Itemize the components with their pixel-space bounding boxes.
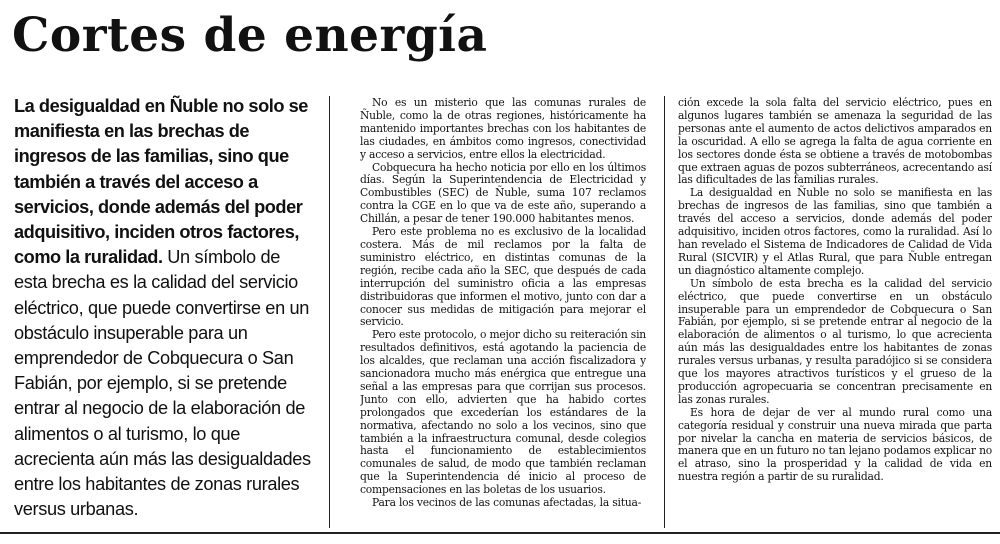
lead-paragraph <box>14 94 314 522</box>
lead-bold-text: La desigualdad en Ñuble no solo se manifiesta en las brechas de ingresos de las familias, sino que también a través del acceso a servicios, donde además del poder adquisitivo, inciden otros factores, como la ruralidad. <box>14 96 308 268</box>
paragraph: Para los vecinos de las comunas afectadas, la situa- <box>372 496 642 510</box>
bottom-rule <box>0 532 1000 534</box>
column-divider-right <box>664 96 665 528</box>
column-divider-left <box>329 96 330 528</box>
lead-regular-text: Un símbolo de esta brecha es la calidad del servicio eléctrico, que puede convertirse en un obstáculo insuperable para un emprendedor de Cobquecura o San Fabián, por ejemplo, si se pretende entrar al negocio de la elaboración de alimentos o al turismo, lo que acrecienta aún más las desigualdades entre los habitantes de zonas rurales versus urbanas. <box>14 247 311 520</box>
paragraph-continued: ción excede la sola falta del servicio eléctrico, pues en algunos lugares también se amenaza la seguridad de las personas ante el aumento de actos delictivos amparados en la oscuridad. A ello se agrega la falta de agua corriente en los sectores donde ésta se obtiene a través de motobombas que extraen aguas de pozos subterráneos, acrecentando así las dificultades de las familias rurales. <box>678 97 992 187</box>
paragraph: Un símbolo de esta brecha es la calidad del servicio eléctrico, que puede convertirse en un obstáculo insuperable para un emprendedor de Cobquecura o San Fabián, por ejemplo, si se pretende entrar al negocio de la elaboración de alimentos o al turismo, lo que acrecienta aún más las desigualdades entre los habitantes de zonas rurales versus urbanas, y resulta paradójico si se considera que los mayores atractivos turísticos y el grueso de la producción agropecuaria se concentran precisamente en las zonas rurales. <box>678 276 992 406</box>
paragraph: No es un misterio que las comunas rurales de Ñuble, como la de otras regiones, históricamente ha mantenido importantes brechas con los habitantes de las ciudades, en ámbitos como ingresos, conectividad y acceso a servicios, entre ellos la electricidad. <box>360 97 646 161</box>
headline: Cortes de energía <box>12 8 488 63</box>
paragraph: Pero este problema no es exclusivo de la localidad costera. Más de mil reclamos por la falta de suministro eléctrico, en distintas comunas de la región, recibe cada año la SEC, que después de cada interrupción del suministro oficia a las empresas distribuidoras que informen el motivo, junto con dar a conocer sus medidas de mitigación para mejorar el servicio. <box>360 225 646 329</box>
paragraph: Es hora de dejar de ver al mundo rural como una categoría residual y construir una nueva mirada que parta por nivelar la cancha en materia de servicios básicos, de manera que en un futuro no tan lejano podamos explicar no el atraso, sino la prosperidad y la calidad de vida en nuestra región a partir de su ruralidad. <box>678 405 992 484</box>
paragraph: Cobquecura ha hecho noticia por ello en los últimos días. Según la Superintendencia de Electricidad y Combustibles (SEC) de Ñuble, suma 107 reclamos contra la CGE en lo que va de este año, superando a Chillán, a pesar de tener 190.000 habitantes menos. <box>360 160 646 226</box>
paragraph: Pero este protocolo, o mejor dicho su reiteración sin resultados definitivos, está agotando la paciencia de los alcaldes, que reclaman una acción fiscalizadora y sancionadora mucho más enérgica que entregue una señal a las empresas para que corrijan sus procesos. Junto con ello, advierten que ha habido cortes prolongados que excederían los estándares de la normativa, afectando no solo a los vecinos, sino que también a la infraestructura comunal, desde colegios hasta el funcionamiento de establecimientos comunales de salud, de modo que también reclaman que la Superintendencia dé inicio al proceso de compensaciones en las boletas de los usuarios. <box>360 328 646 497</box>
article-column-1 <box>360 97 646 529</box>
paragraph: La desigualdad en Ñuble no solo se manifiesta en las brechas de ingresos de las familias, sino que también a través del acceso a servicios, donde además del poder adquisitivo, inciden otros factores, como la ruralidad. Así lo han revelado el Sistema de Indicadores de Calidad de Vida Rural (SICVIR) y el Atlas Rural, que para Ñuble entregan un diagnóstico altamente complejo. <box>678 186 992 277</box>
article-column-2 <box>678 97 992 529</box>
